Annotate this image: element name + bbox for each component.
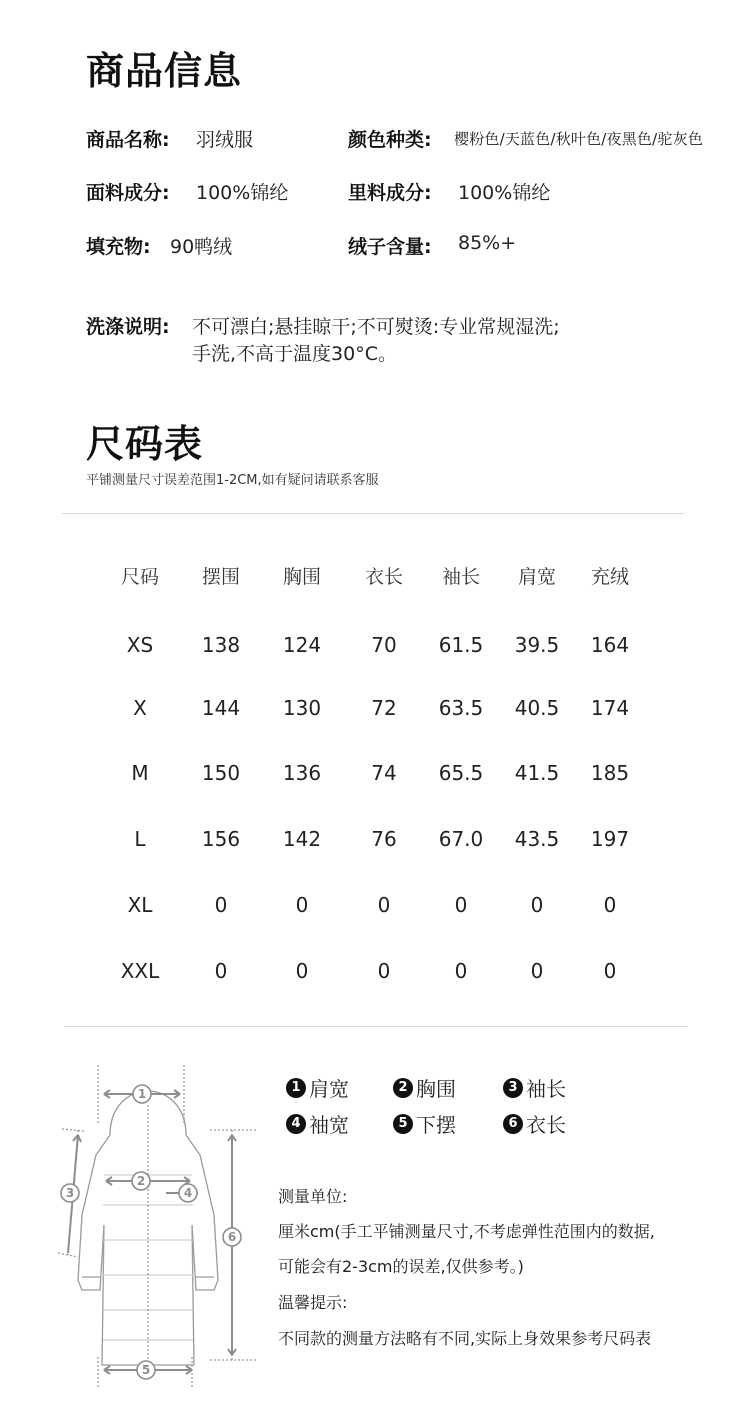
size-cell: 70 [371, 633, 397, 657]
size-cell: 0 [214, 893, 228, 917]
size-cell: 156 [201, 827, 241, 851]
size-header-cell: 袖长 [441, 566, 480, 588]
legend-item-6 [503, 1109, 566, 1138]
divider-top [62, 513, 684, 514]
coat-diagram [48, 1065, 268, 1395]
size-cell: 138 [201, 633, 241, 657]
size-cell: 185 [590, 761, 630, 785]
size-header-cell: 衣长 [364, 566, 403, 588]
size-cell: 197 [590, 827, 630, 851]
size-header-cell: 胸围 [282, 566, 321, 588]
diagram-mark-4: 4 [183, 1186, 193, 1200]
unit-title: 测量单位: [278, 1187, 348, 1206]
legend-num-5: 5 [393, 1114, 413, 1134]
legend-num-6: 6 [503, 1114, 523, 1134]
size-row-label: XS [126, 633, 154, 657]
size-header-cell: 充绒 [590, 566, 629, 588]
legend-num-3: 3 [503, 1078, 523, 1098]
legend-label-6: 衣长 [526, 1113, 566, 1137]
size-cell: 144 [201, 696, 241, 720]
tip-title: 温馨提示: [278, 1293, 348, 1312]
filling-label: 填充物: [86, 236, 151, 258]
wash-line-1: 不可漂白;悬挂晾干;不可熨烫:专业常规湿洗; [192, 316, 560, 338]
diagram-mark-5: 5 [141, 1363, 151, 1377]
size-chart-title: 尺码表 [86, 422, 204, 466]
size-cell: 0 [530, 893, 544, 917]
fabric-value: 100%锦纶 [196, 182, 289, 204]
size-cell: 174 [590, 696, 630, 720]
name-label: 商品名称: [86, 129, 170, 151]
size-cell: 63.5 [438, 696, 484, 720]
lining-value: 100%锦纶 [458, 182, 551, 204]
size-cell: 124 [282, 633, 322, 657]
legend-num-2: 2 [393, 1078, 413, 1098]
size-cell: 164 [590, 633, 630, 657]
size-cell: 40.5 [514, 696, 560, 720]
lining-label: 里料成分: [348, 182, 432, 204]
name-value: 羽绒服 [196, 129, 254, 151]
wash-label: 洗涤说明: [86, 316, 170, 338]
size-cell: 0 [530, 959, 544, 983]
tip-text: 不同款的测量方法略有不同,实际上身效果参考尺码表 [278, 1329, 652, 1348]
legend-label-3: 袖长 [526, 1077, 566, 1101]
down-label: 绒子含量: [348, 236, 432, 258]
size-row-label: XL [127, 893, 153, 917]
unit-line-1: 厘米cm(手工平铺测量尺寸,不考虑弹性范围内的数据, [278, 1222, 655, 1241]
diagram-mark-1: 1 [137, 1087, 147, 1101]
wash-line-2: 手洗,不高于温度30°C。 [192, 343, 397, 365]
size-row-label: L [134, 827, 146, 851]
size-cell: 150 [201, 761, 241, 785]
size-cell: 0 [295, 893, 309, 917]
size-cell: 72 [371, 696, 397, 720]
size-cell: 0 [603, 893, 617, 917]
size-row-label: X [133, 696, 147, 720]
legend-label-1: 肩宽 [309, 1077, 349, 1101]
fabric-label: 面料成分: [86, 182, 170, 204]
size-cell: 136 [282, 761, 322, 785]
color-value: 樱粉色/天蓝色/秋叶色/夜黑色/驼灰色 [454, 130, 704, 148]
size-row-label: M [131, 761, 149, 785]
size-cell: 0 [454, 959, 468, 983]
filling-value: 90鸭绒 [170, 236, 233, 258]
divider-bottom [64, 1026, 688, 1027]
size-cell: 130 [282, 696, 322, 720]
legend-item-2 [393, 1073, 456, 1102]
size-cell: 0 [377, 959, 391, 983]
legend-num-1: 1 [286, 1078, 306, 1098]
size-cell: 0 [295, 959, 309, 983]
size-cell: 0 [454, 893, 468, 917]
size-row-label: XXL [120, 959, 160, 983]
down-value: 85%+ [458, 232, 517, 254]
color-label: 颜色种类: [348, 129, 432, 151]
size-header-cell: 摆围 [201, 566, 240, 588]
legend-item-4 [286, 1109, 349, 1138]
size-cell: 67.0 [438, 827, 484, 851]
size-cell: 43.5 [514, 827, 560, 851]
product-info-title: 商品信息 [86, 49, 243, 93]
size-cell: 0 [377, 893, 391, 917]
legend-label-5: 下摆 [416, 1113, 456, 1137]
size-cell: 76 [371, 827, 397, 851]
unit-line-2: 可能会有2-3cm的误差,仅供参考。) [278, 1257, 524, 1276]
size-cell: 41.5 [514, 761, 560, 785]
size-header-cell: 尺码 [120, 566, 159, 588]
legend-item-1 [286, 1073, 349, 1102]
diagram-mark-6: 6 [227, 1230, 237, 1244]
size-cell: 142 [282, 827, 322, 851]
legend-item-5 [393, 1109, 456, 1138]
legend-item-3 [503, 1073, 566, 1102]
legend-label-4: 袖宽 [309, 1113, 349, 1137]
size-cell: 61.5 [438, 633, 484, 657]
size-cell: 74 [371, 761, 397, 785]
size-cell: 0 [603, 959, 617, 983]
size-cell: 65.5 [438, 761, 484, 785]
diagram-mark-3: 3 [65, 1186, 75, 1200]
diagram-mark-2: 2 [136, 1174, 146, 1188]
size-chart-note: 平铺测量尺寸误差范围1-2CM,如有疑问请联系客服 [86, 473, 379, 488]
size-header-cell: 肩宽 [517, 566, 556, 588]
legend-num-4: 4 [286, 1114, 306, 1134]
size-cell: 0 [214, 959, 228, 983]
legend-label-2: 胸围 [416, 1077, 456, 1101]
size-cell: 39.5 [514, 633, 560, 657]
